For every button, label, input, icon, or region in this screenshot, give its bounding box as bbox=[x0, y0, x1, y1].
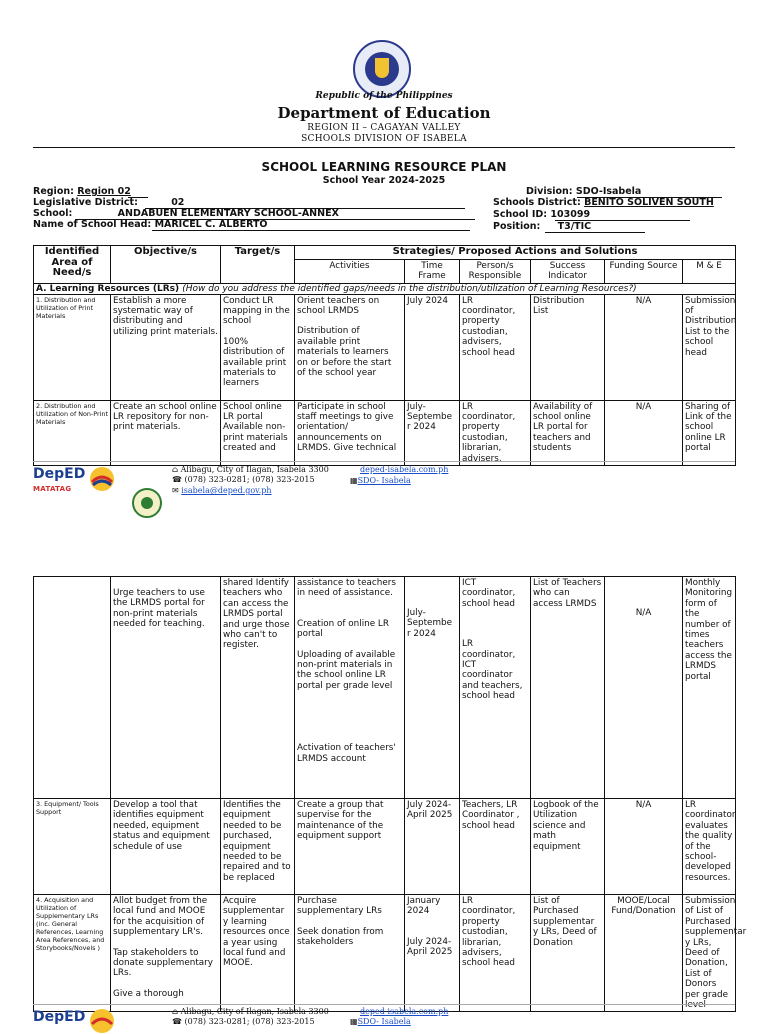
lr-plan-table-page-1 bbox=[33, 245, 736, 466]
footer-address-2: ⌂ Alibagu, City of Ilagan, Isabela 3300 bbox=[172, 1007, 329, 1016]
area-cell bbox=[34, 577, 111, 799]
area-cell: 4. Acquisition and Utilization of Supplementary LRs (inc. General References, Learning Area References, and Storybooks/Novels ) bbox=[34, 895, 111, 1012]
header-divider bbox=[33, 147, 735, 148]
header-time-frame: Time Frame bbox=[405, 259, 460, 283]
success-cell: List of Purchased supplementar y LRs, Deed of Donation bbox=[531, 895, 605, 1012]
funding-cell: N/A bbox=[605, 294, 683, 400]
time-cell: January 2024 July 2024-April 2025 bbox=[405, 895, 460, 1012]
position-field: Position: T3/TIC bbox=[493, 221, 592, 232]
success-cell: Availability of school online LR portal for teachers and students bbox=[531, 400, 605, 465]
funding-cell: N/A bbox=[605, 577, 683, 799]
table-row bbox=[34, 577, 736, 799]
table-row bbox=[34, 294, 736, 400]
header-funding: Funding Source bbox=[605, 259, 683, 283]
me-cell: Monthly Monitoring form of the number of times teachers access the LRMDS portal bbox=[683, 577, 736, 799]
time-cell: July-Septembe r 2024 bbox=[405, 400, 460, 465]
department-heading: Department of Education bbox=[277, 104, 491, 122]
position-underline bbox=[545, 232, 645, 233]
time-cell: July-Septembe r 2024 bbox=[405, 577, 460, 799]
legislative-field: Legislative District: 02 bbox=[33, 197, 185, 208]
bagong-pilipinas-icon-2 bbox=[89, 1008, 115, 1034]
footer-divider-2 bbox=[33, 1004, 735, 1005]
matatag-logo: MATATAG bbox=[33, 485, 72, 493]
deped-logo: DepED bbox=[33, 466, 86, 482]
footer-divider bbox=[33, 461, 735, 462]
activity-cell: Participate in school staff meetings to give orientation/ announcements on LRMDS. Give technical bbox=[295, 400, 405, 465]
table-row bbox=[34, 895, 736, 1012]
division-field: Division: SDO-Isabela bbox=[526, 186, 642, 197]
table-row bbox=[34, 799, 736, 895]
activity-cell: Purchase supplementary LRs Seek donation from stakeholders bbox=[295, 895, 405, 1012]
school-head-field: Name of School Head: MARICEL C. ALBERTO bbox=[33, 219, 268, 230]
bagong-pilipinas-icon bbox=[89, 466, 115, 492]
footer-phone: ☎ (078) 323-0281; (078) 323-2015 bbox=[172, 475, 315, 484]
target-cell: Identifies the equipment needed to be purchased, equipment needed to be repaired and to be replaced bbox=[221, 799, 295, 895]
person-cell: LR coordinator, property custodian, advisers, school head bbox=[460, 294, 531, 400]
success-cell: List of Teachers who can access LRMDS bbox=[531, 577, 605, 799]
region-field: Region: Region 02 bbox=[33, 186, 131, 197]
time-cell: July 2024 bbox=[405, 294, 460, 400]
objective-cell: Create an school online LR repository for non-print materials. bbox=[111, 400, 221, 465]
success-cell: Logbook of the Utilization science and math equipment bbox=[531, 799, 605, 895]
footer-facebook[interactable]: ▦SDO- Isabela bbox=[350, 476, 411, 485]
footer-address: ⌂ Alibagu, City of Ilagan, Isabela 3300 bbox=[172, 465, 329, 474]
facebook-icon: ▦ bbox=[350, 1017, 358, 1026]
region-heading: REGION II – CAGAYAN VALLEY bbox=[307, 123, 461, 133]
footer-email[interactable]: ✉ isabela@deped.gov.ph bbox=[172, 486, 272, 495]
division-heading: SCHOOLS DIVISION OF ISABELA bbox=[301, 134, 467, 144]
table-row bbox=[34, 400, 736, 465]
facebook-icon: ▦ bbox=[350, 476, 358, 485]
objective-cell: Establish a more systematic way of distributing and utilizing print materials. bbox=[111, 294, 221, 400]
activity-cell: Create a group that supervise for the maintenance of the equipment support bbox=[295, 799, 405, 895]
footer-website-link-2[interactable]: deped-isabela.com.ph bbox=[360, 1007, 449, 1016]
header-target: Target/s bbox=[221, 246, 295, 284]
head-underline bbox=[152, 230, 470, 231]
footer-website-link[interactable]: deped-isabela.com.ph bbox=[360, 465, 449, 474]
time-cell: July 2024-April 2025 bbox=[405, 799, 460, 895]
objective-cell: Develop a tool that identifies equipment needed, equipment status and equipment schedule of use bbox=[111, 799, 221, 895]
success-cell: Distribution List bbox=[531, 294, 605, 400]
footer-phone-2: ☎ (078) 323-0281; (078) 323-2015 bbox=[172, 1017, 315, 1026]
deped-seal-icon bbox=[353, 40, 411, 98]
area-cell: 1. Distribution and Utilization of Print Materials bbox=[34, 294, 111, 400]
header-activities: Activities bbox=[295, 259, 405, 283]
school-id-field: School ID: 103099 bbox=[493, 209, 591, 220]
target-cell: School online LR portal Available non-print materials created and bbox=[221, 400, 295, 465]
me-cell: Submission of List of Purchased supplementar y LRs, Deed of Donation, List of Donors per grade level bbox=[683, 895, 736, 1012]
lr-plan-table-page-2 bbox=[33, 576, 747, 1012]
person-cell: LR coordinator, property custodian, librarian, advisers, school head bbox=[460, 895, 531, 1012]
document-title: SCHOOL LEARNING RESOURCE PLAN bbox=[261, 160, 507, 174]
person-cell: Teachers, LR Coordinator , school head bbox=[460, 799, 531, 895]
area-cell: 2. Distribution and Utilization of Non-Print Materials bbox=[34, 400, 111, 465]
header-objective: Objective/s bbox=[111, 246, 221, 284]
objective-cell: Urge teachers to use the LRMDS portal for non-print materials needed for teaching. bbox=[111, 577, 221, 799]
header-person: Person/s Responsible bbox=[460, 259, 531, 283]
header-success: Success Indicator bbox=[531, 259, 605, 283]
header-me: M & E bbox=[683, 259, 736, 283]
header-strategies: Strategies/ Proposed Actions and Solutions bbox=[295, 246, 736, 260]
activity-cell: assistance to teachers in need of assistance. Creation of online LR portal Uploading of available non-print materials in the school online LR portal per grade level Activation of teachers' LRMDS account bbox=[295, 577, 405, 799]
footer-facebook-2[interactable]: ▦SDO- Isabela bbox=[350, 1017, 411, 1026]
person-cell: LR coordinator, property custodian, librarian, advisers, bbox=[460, 400, 531, 465]
funding-cell: N/A bbox=[605, 799, 683, 895]
header-area: Identified Area of Need/s bbox=[34, 246, 111, 284]
funding-cell: MOOE/Local Fund/Donation bbox=[605, 895, 683, 1012]
target-cell: Acquire supplementar y learning resources once a year using local fund and MOOE. bbox=[221, 895, 295, 1012]
section-a-row: A. Learning Resources (LRs) (How do you address the identified gaps/needs in the distribution/utilization of Learning Resources?) bbox=[34, 283, 736, 294]
target-cell: shared Identify teachers who can access the LRMDS portal and urge those who can't to register. bbox=[221, 577, 295, 799]
school-year: School Year 2024-2025 bbox=[322, 175, 446, 186]
division-seal-icon bbox=[132, 488, 162, 518]
area-cell: 3. Equipment/ Tools Support bbox=[34, 799, 111, 895]
objective-cell: Allot budget from the local fund and MOOE for the acquisition of supplementary LR's. Tap stakeholders to donate supplementary LRs. Give a thorough bbox=[111, 895, 221, 1012]
funding-cell: N/A bbox=[605, 400, 683, 465]
district-field: Schools District: BENITO SOLIVEN SOUTH bbox=[493, 197, 714, 208]
republic-heading: Republic of the Philippines bbox=[315, 91, 453, 101]
activity-cell: Orient teachers on school LRMDS Distribution of available print materials to learners on or before the start of the school year bbox=[295, 294, 405, 400]
deped-logo-2: DepED bbox=[33, 1009, 86, 1025]
me-cell: Submission of Distribution List to the school head bbox=[683, 294, 736, 400]
target-cell: Conduct LR mapping in the school 100% distribution of available print materials to learners bbox=[221, 294, 295, 400]
me-cell: Sharing of Link of the school online LR portal bbox=[683, 400, 736, 465]
person-cell: ICT coordinator, school head LR coordinator, ICT coordinator and teachers, school head bbox=[460, 577, 531, 799]
me-cell: LR coordinator evaluates the quality of the school-developed resources. bbox=[683, 799, 736, 895]
school-field: School: ANDABUEN ELEMENTARY SCHOOL-ANNEX bbox=[33, 208, 339, 219]
